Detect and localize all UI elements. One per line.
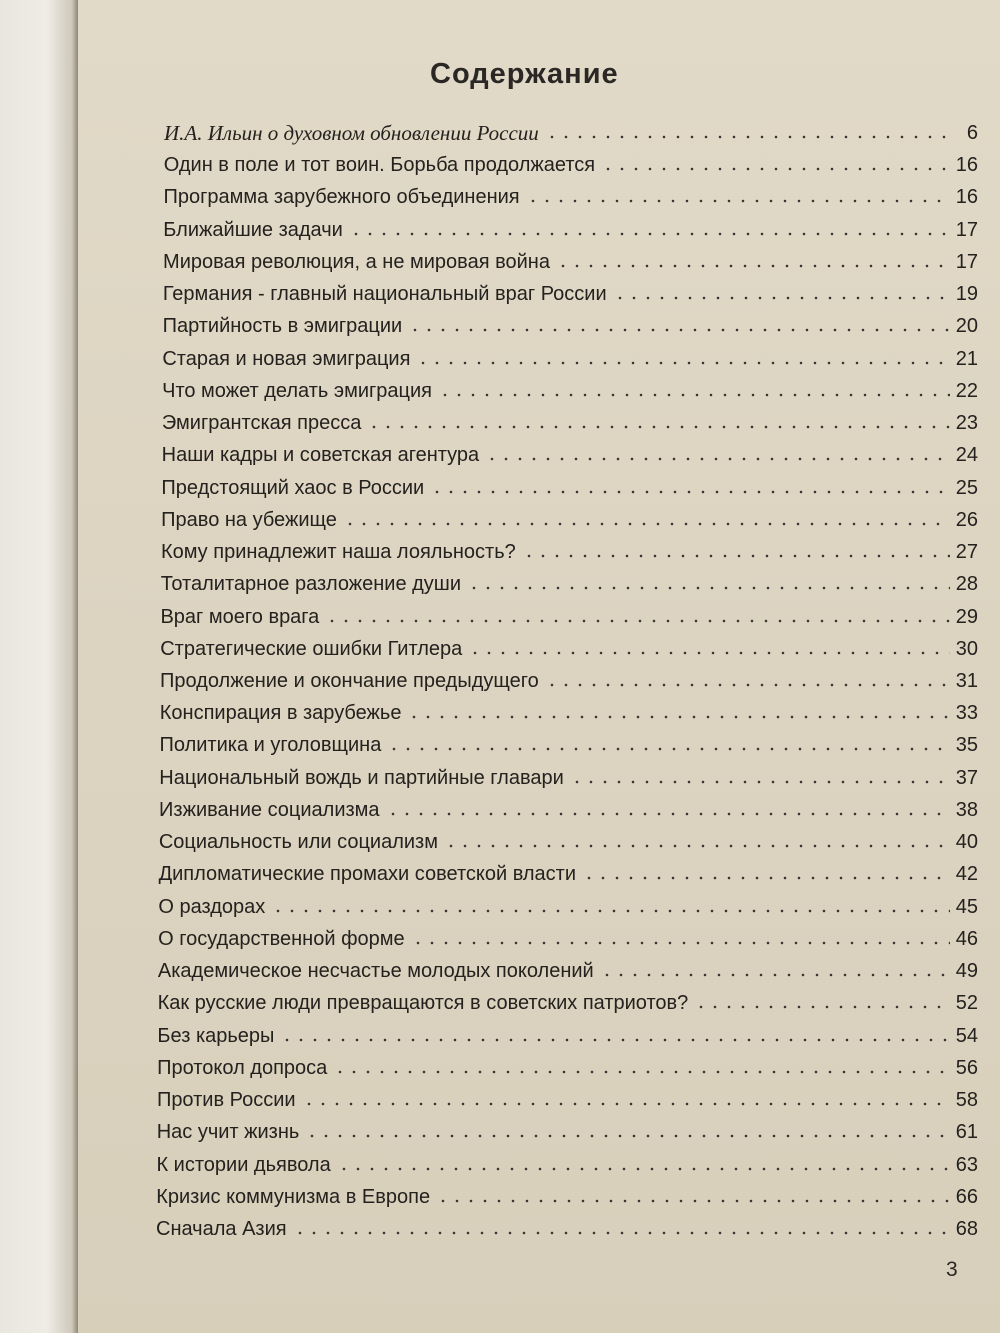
toc-entry [163, 279, 978, 309]
toc-entry-page: 23 [955, 412, 978, 435]
toc-entry-title: Предстоящий хаос в России [161, 476, 425, 499]
dot-leader [694, 1005, 949, 1009]
toc-entry [162, 408, 978, 438]
dot-leader [407, 715, 949, 719]
dot-leader [386, 812, 950, 816]
dot-leader [430, 490, 950, 494]
toc-entry [159, 795, 978, 825]
toc-entry-page: 17 [955, 250, 978, 273]
toc-entry [160, 634, 978, 664]
toc-entry-page: 42 [955, 863, 978, 886]
book-page [78, 0, 1000, 1333]
toc-entry-title: Как русские люди превращаются в советских патриотов? [157, 992, 689, 1015]
toc-entry-title: Программа зарубежного объединения [163, 186, 520, 209]
dot-leader [600, 973, 950, 977]
toc-entry [162, 376, 978, 406]
toc-entry-title: Национальный вождь и партийные главари [159, 766, 564, 789]
dot-leader [349, 232, 950, 236]
toc-entry [156, 1214, 978, 1244]
dot-leader [333, 1070, 949, 1074]
toc-entry-title: Тоталитарное разложение души [160, 573, 462, 596]
toc-entry [156, 1150, 978, 1180]
toc-entry-title: Стратегические ошибки Гитлера [160, 637, 463, 660]
toc-entry [157, 1053, 978, 1083]
toc-entry-page: 66 [955, 1185, 978, 1208]
toc-entry-page: 28 [955, 573, 978, 596]
toc-entry [158, 892, 978, 922]
toc-entry-title: Враг моего врага [160, 605, 320, 628]
toc-entry-title: Германия - главный национальный враг России [162, 283, 607, 306]
dot-leader [325, 619, 949, 623]
toc-entry-page: 35 [955, 734, 978, 757]
toc-entry-title: Изживание социализма [159, 798, 380, 821]
dot-leader [522, 554, 950, 558]
toc-entry-title: Протокол допроса [157, 1056, 328, 1079]
toc-entry-title: Ближайшие задачи [163, 218, 343, 241]
toc-entry-page: 37 [955, 766, 978, 789]
dot-leader [408, 328, 950, 332]
toc-entry-page: 26 [955, 508, 978, 531]
toc-entry-title: Без карьеры [157, 1024, 275, 1047]
toc-entry-page: 33 [955, 702, 978, 725]
toc-entry-page: 21 [955, 347, 978, 370]
toc-entry-title: Против России [156, 1089, 296, 1112]
toc-entry [158, 956, 978, 986]
toc-entry-page: 63 [955, 1153, 978, 1176]
dot-leader [343, 522, 950, 526]
toc-entry-title: Кризис коммунизма в Европе [156, 1185, 431, 1208]
toc-entry [161, 473, 978, 503]
toc-entry-page: 68 [955, 1218, 978, 1240]
toc-entry [159, 827, 978, 857]
toc-entry-page: 46 [955, 927, 978, 950]
toc-entry-page: 19 [955, 283, 978, 306]
toc-entry [161, 505, 978, 535]
toc-entry-title: О государственной форме [158, 927, 405, 950]
toc-entry [157, 1117, 978, 1147]
toc-entry [164, 118, 978, 148]
toc-entry [163, 215, 978, 245]
page-number: 3 [946, 1258, 958, 1281]
dot-leader [438, 393, 950, 397]
dot-leader [468, 651, 950, 655]
toc-entry-page: 61 [955, 1121, 978, 1144]
dot-leader [416, 361, 949, 365]
toc-entry [164, 150, 978, 180]
toc-entry [163, 311, 978, 341]
toc-entry [156, 1182, 978, 1212]
toc-entry-page: 45 [955, 895, 978, 918]
dot-leader [444, 844, 950, 848]
toc-entry-page: 40 [955, 831, 978, 854]
toc-entry-title: Сначала Азия [156, 1218, 287, 1240]
dot-leader [302, 1102, 950, 1106]
toc-entry-title: Дипломатические промахи советской власти [158, 863, 576, 886]
table-of-contents [78, 0, 1000, 1333]
toc-entry-title: О раздорах [158, 895, 266, 918]
dot-leader [411, 941, 950, 945]
toc-entry [162, 344, 978, 374]
dot-leader [467, 586, 950, 590]
toc-entry [157, 1085, 978, 1115]
dot-leader [570, 780, 950, 784]
toc-entry [160, 602, 978, 632]
toc-entry-page: 52 [955, 992, 978, 1015]
toc-entry-title: Продолжение и окончание предыдущего [160, 670, 539, 692]
toc-entry-page: 6 [966, 122, 978, 144]
dot-leader [545, 683, 950, 687]
toc-entry-page: 16 [955, 186, 978, 209]
toc-entry-page: 20 [955, 315, 978, 338]
toc-entry-title: К истории дьявола [156, 1153, 331, 1176]
toc-entry-page: 38 [955, 798, 978, 821]
dot-leader [556, 264, 950, 268]
toc-entry-title: Конспирация в зарубежье [159, 702, 402, 725]
toc-entry-title: Академическое несчастье молодых поколений [157, 960, 594, 983]
toc-entry-title: Наши кадры и советская агентура [161, 444, 480, 467]
toc-entry-title: Политика и уголовщина [159, 734, 382, 757]
dot-leader [545, 135, 952, 139]
toc-entry [162, 440, 978, 470]
toc-entry-page: 30 [955, 637, 978, 660]
dot-leader [337, 1167, 950, 1171]
toc-entry [159, 763, 978, 793]
toc-entry-title: Нас учит жизнь [156, 1121, 300, 1144]
dot-leader [280, 1038, 949, 1042]
toc-entry-page: 25 [955, 476, 978, 499]
toc-entry [158, 924, 978, 954]
toc-entry-page: 27 [955, 541, 978, 564]
toc-entry [161, 569, 978, 599]
toc-entry [159, 859, 978, 889]
toc-entry [160, 698, 978, 728]
dot-leader [367, 425, 949, 429]
toc-entry-page: 29 [955, 605, 978, 628]
dot-leader [387, 747, 949, 751]
toc-entry-page: 16 [955, 154, 978, 177]
toc-entry-page: 24 [955, 444, 978, 467]
toc-entry-title: Партийность в эмиграции [162, 315, 403, 338]
toc-entry-title: Социальность или социализм [158, 831, 438, 854]
dot-leader [613, 296, 950, 300]
dot-leader [436, 1199, 950, 1203]
toc-entry-title: Кому принадлежит наша лояльность? [160, 541, 516, 564]
dot-leader [293, 1231, 950, 1235]
dot-leader [305, 1134, 949, 1138]
page-title: Содержание [430, 58, 619, 90]
toc-entry [164, 182, 978, 212]
dot-leader [601, 167, 950, 171]
toc-entry-title: Эмигрантская пресса [161, 412, 362, 435]
toc-entry [158, 988, 978, 1018]
toc-entry-page: 17 [955, 218, 978, 241]
dot-leader [582, 876, 950, 880]
dot-leader [485, 457, 950, 461]
toc-entry-title: Старая и новая эмиграция [162, 347, 411, 370]
toc-entry-page: 56 [955, 1056, 978, 1079]
toc-entry-page: 22 [955, 379, 978, 402]
toc-entry-title: Мировая революция, а не мировая война [163, 250, 550, 273]
toc-entry-page: 58 [955, 1089, 978, 1112]
toc-entry [163, 247, 978, 277]
toc-entry-title: Что может делать эмиграция [162, 379, 433, 402]
toc-entry [160, 666, 978, 696]
toc-entry [157, 1021, 978, 1051]
toc-entry [160, 730, 978, 760]
toc-entry-page: 31 [955, 670, 978, 692]
toc-entry-page: 49 [955, 960, 978, 983]
dot-leader [271, 909, 949, 913]
toc-entry-title: Право на убежище [161, 508, 337, 531]
toc-entry-title: И.А. Ильин о духовном обновлении России [164, 121, 539, 145]
facing-page-edge [0, 0, 78, 1333]
toc-entry [161, 537, 978, 567]
toc-entry-title: Один в поле и тот воин. Борьба продолжается [163, 154, 596, 177]
toc-entry-page: 54 [955, 1024, 978, 1047]
dot-leader [526, 199, 950, 203]
